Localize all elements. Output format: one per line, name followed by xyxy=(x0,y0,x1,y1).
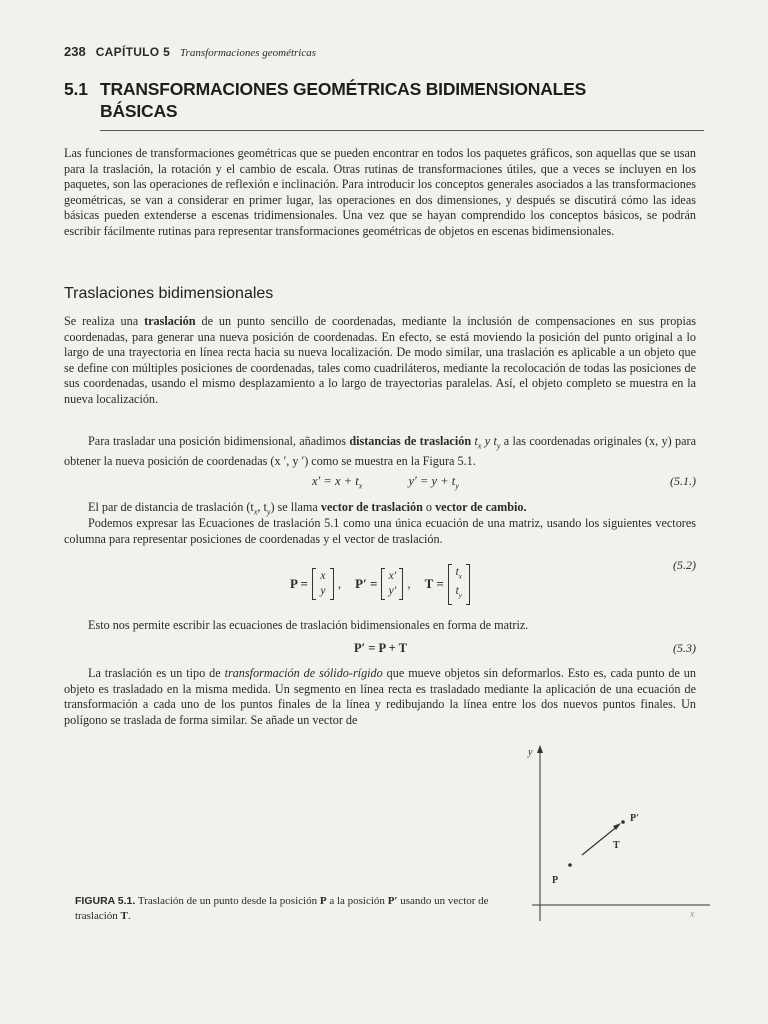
chapter-title: Transformaciones geométricas xyxy=(180,47,317,59)
label-T: T xyxy=(613,840,620,851)
chapter-label: CAPÍTULO 5 xyxy=(95,45,171,59)
label-P-prime: P′ xyxy=(630,813,639,824)
intro-paragraph: Las funciones de transformaciones geométricas que se pueden encontrar en todos los paquetes gráficos, son aquellas que se usan para la traslación, la rotación y el cambio de escala. Otras rutinas de transformaciones útiles, que a veces se incluyen en los paquetes, son las operaciones de reflexión e inclinación. Para introducir los conceptos generales asociados a las transformaciones geométricas, se van a considerar en primer lugar, las operaciones en dos dimensiones, y después se discutirá cómo las ideas básicas pueden extenderse a escenas tridimensionales. Una vez que se hayan comprendido los conceptos básicos, se podrán escribir fácilmente rutinas para representar transformaciones geométricas de objetos en escenas bidimensionales. xyxy=(64,146,696,238)
vector-P-prime: P′ = x′ y′ , xyxy=(355,568,411,600)
title-rule xyxy=(100,130,704,131)
section-title xyxy=(64,78,704,122)
equation-5-2 xyxy=(290,564,470,605)
term-traslacion: traslación xyxy=(144,314,196,328)
term-distancias: distancias de traslación xyxy=(349,434,472,448)
equation-5-3: P′ = P + T xyxy=(354,641,407,655)
paragraph-vector-def: El par de distancia de traslación ($t_x$, $t_y$) se llama vector de traslación o vector de cambio. xyxy=(88,500,527,517)
equation-5-2-number: (5.2) xyxy=(673,558,696,572)
term-solido-rigido: transformación de sólido-rígido xyxy=(224,666,383,680)
label-P: P xyxy=(552,875,559,886)
y-axis-arrow-icon xyxy=(537,745,543,753)
paragraph-translation-def: Se realiza una traslación de un punto sencillo de coordenadas, mediante la inclusión de compensaciones en sus propias coordenadas, para generar una nueva posición de coordenadas. En efecto, se está moviendo la posición del punto original a lo largo de una trayectoria en línea recta hacia su nueva localización. De modo similar, una traslación es aplicable a un objeto que se define con múltiples posiciones de coordenadas, tales como cuadriláteros, mediante la recolocación de todas las posiciones de sus coordenadas, usando el mismo desplazamiento a lo largo de trayectorias paralelas. Así, el objeto completo se muestra en la nueva localización. xyxy=(64,314,696,406)
y-axis-label: y xyxy=(528,747,533,758)
page-number: 238 xyxy=(64,44,86,59)
subsection-title: Traslaciones bidimensionales xyxy=(64,285,274,302)
paragraph-translation-distances: Para trasladar una posición bidimensional, añadimos distancias de traslación $t_x$ y $t_y$ a las coordenadas originales (x, y) para obtener la nueva posición de coordenadas (x ′, y ′) como se muestra en la Figura 5.1. xyxy=(64,434,697,469)
equation-5-3-number: (5.3) xyxy=(673,641,696,655)
paragraph-matrix-form: Esto nos permite escribir las ecuaciones de traslación bidimensionales en forma de matriz. xyxy=(88,618,529,632)
figure-5-1 xyxy=(520,745,720,925)
section-number: 5.1 xyxy=(64,79,88,99)
figure-caption: FIGURA 5.1. Traslación de un punto desde la posición P a la posición P′ usando un vector de traslación T. xyxy=(75,895,489,922)
section-title-line2: BÁSICAS xyxy=(100,101,178,121)
point-P-prime xyxy=(621,820,625,824)
equation-5-1-number: (5.1.) xyxy=(670,474,696,488)
x-axis-label: x xyxy=(690,909,695,920)
equation-5-1: $x' = x + t_x$ $y' = y + t_y$ xyxy=(312,474,459,491)
section-title-line1: TRANSFORMACIONES GEOMÉTRICAS BIDIMENSIONALES xyxy=(100,79,587,99)
paragraph-matrix-intro: Podemos expresar las Ecuaciones de traslación 5.1 como una única ecuación de una matriz, usando los siguientes vectores columna para representar posiciones de coordenadas y el vector de traslación. xyxy=(64,516,696,546)
vector-P: P = x y , xyxy=(290,568,341,600)
running-header xyxy=(64,44,316,59)
paragraph-rigid-body: La traslación es un tipo de transformación de sólido-rígido que mueve objetos sin deformarlos. Esto es, cada punto de un objeto es trasladado en la misma medida. Un segmento en línea recta es trasladado mediante la aplicación de una ecuación de transformación a cada uno de los puntos finales de la línea y redibujando la línea entre los dos nuevos puntos finales. Un polígono se traslada de forma similar. Se añade un vector de xyxy=(64,666,696,727)
vector-T: T = $t_x$ $t_y$ xyxy=(425,564,470,605)
point-P xyxy=(568,863,572,867)
